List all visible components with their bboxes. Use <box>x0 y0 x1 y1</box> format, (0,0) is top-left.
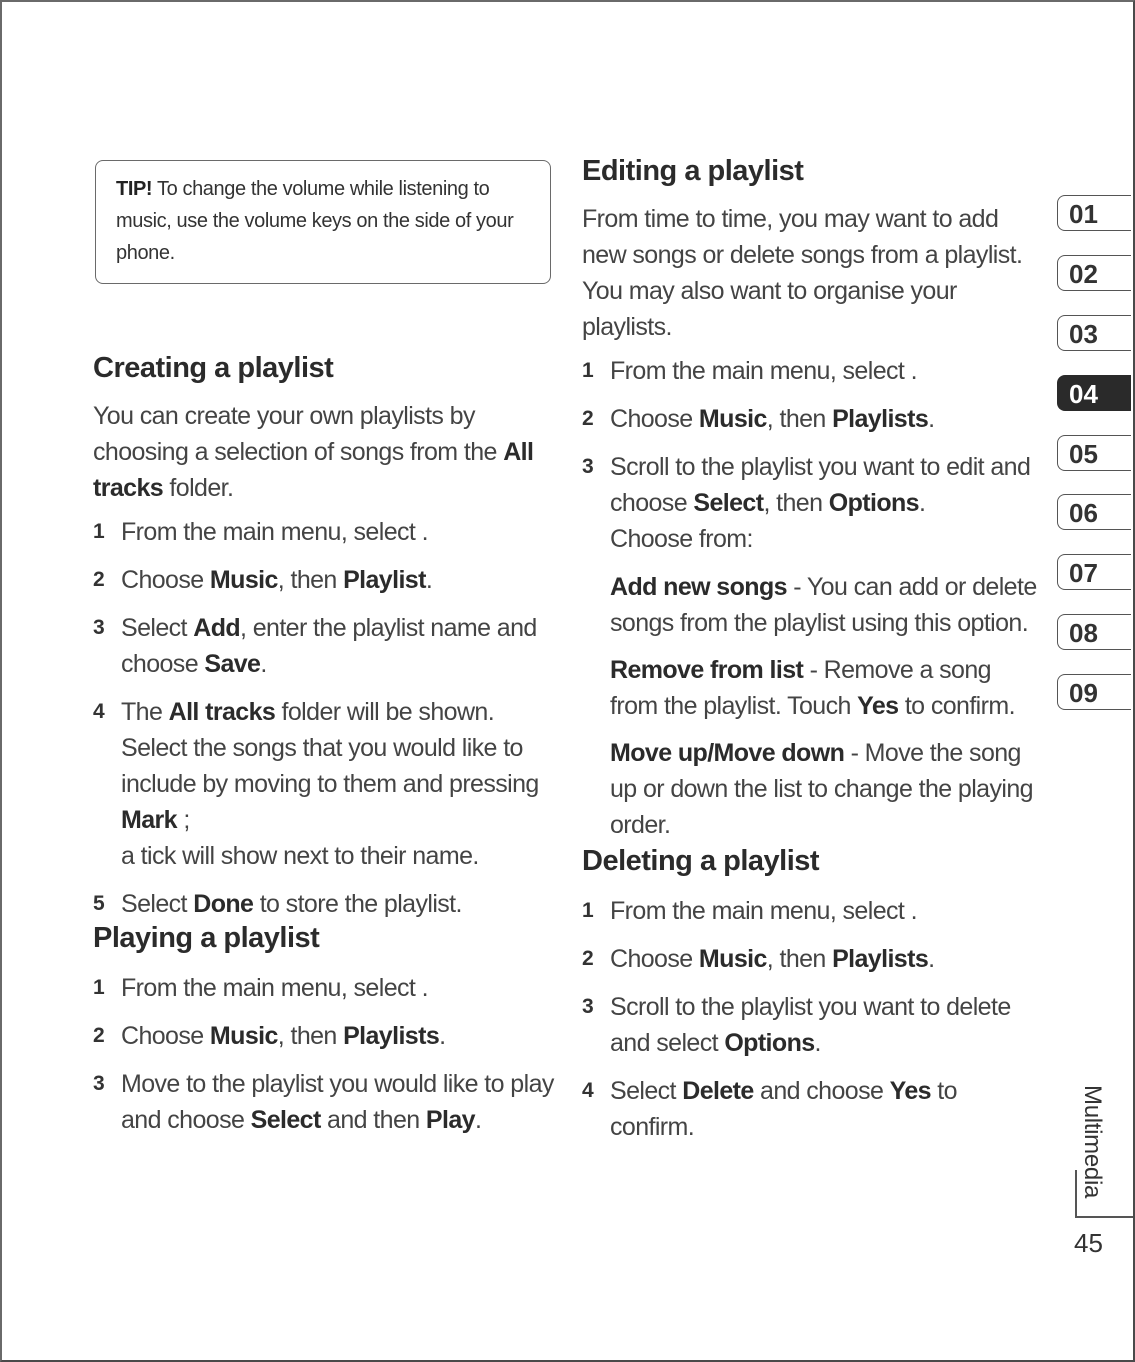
deleting-heading: Deleting a playlist <box>582 845 820 877</box>
section-playing <box>93 920 555 1150</box>
option-text: to confirm. <box>898 692 1015 720</box>
list-item <box>582 401 1037 437</box>
creating-steps <box>93 514 555 922</box>
tab-chapter-05[interactable]: 05 <box>1057 435 1131 471</box>
step-text: . <box>425 566 433 594</box>
step-text: . <box>474 1106 482 1134</box>
creating-intro <box>93 398 555 506</box>
option-bold: Yes <box>857 692 899 720</box>
list-item <box>582 893 1037 929</box>
step-number: 5 <box>93 892 105 915</box>
step-bold: Music <box>698 945 767 973</box>
option-text: - Remove a song from the playlist. Touch <box>610 656 991 720</box>
step-bold: Select <box>693 489 764 517</box>
step-text: From the main menu, select . <box>610 897 917 925</box>
step-text: and then <box>320 1106 426 1134</box>
step-text: Choose from: <box>610 525 753 553</box>
creating-heading: Creating a playlist <box>93 352 334 384</box>
step-text: , then <box>277 1022 344 1050</box>
step-text: to confirm. <box>610 1077 957 1141</box>
list-item <box>582 449 1037 843</box>
list-item <box>93 562 555 598</box>
section-deleting <box>582 843 1037 1157</box>
creating-intro-text-c: folder. <box>163 474 234 502</box>
step-bold: Mark <box>121 806 177 834</box>
list-item <box>582 989 1037 1061</box>
step-number: 3 <box>582 995 594 1018</box>
list-item <box>93 694 555 874</box>
step-bold: Done <box>193 890 254 918</box>
step-text: ; <box>176 806 190 834</box>
step-text: , then <box>766 945 833 973</box>
step-number: 4 <box>582 1079 594 1102</box>
step-text: . <box>918 489 926 517</box>
step-text: Select <box>610 1077 683 1105</box>
deleting-steps <box>582 893 1037 1145</box>
step-number: 3 <box>93 1072 105 1095</box>
option-label: Remove from list <box>610 656 804 684</box>
list-item <box>93 1018 555 1054</box>
step-number: 2 <box>93 1024 105 1047</box>
step-text: folder will be shown. Select the songs that you would like to include by moving to them and pressing <box>121 698 539 798</box>
step-text: Choose <box>610 945 699 973</box>
step-text: and choose <box>753 1077 890 1105</box>
step-text: . <box>439 1022 446 1050</box>
step-text: Scroll to the playlist you want to delete and select <box>610 993 1011 1057</box>
step-text: Scroll to the playlist you want to edit and choose <box>610 453 1031 517</box>
step-bold: Save <box>204 650 261 678</box>
editing-intro-text-2: You may also want to organise your playlists. <box>582 277 957 341</box>
step-text: , then <box>277 566 344 594</box>
step-bold: Playlists <box>832 405 929 433</box>
step-text: , then <box>763 489 829 517</box>
step-number: 1 <box>582 359 594 382</box>
list-item <box>93 514 555 550</box>
option-add-new-songs <box>610 569 1037 641</box>
step-bold: Music <box>209 566 278 594</box>
tip-box <box>95 160 551 284</box>
step-text: The <box>121 698 169 726</box>
step-number: 1 <box>93 520 105 543</box>
step-text: . <box>928 405 935 433</box>
step-bold: Music <box>698 405 767 433</box>
step-bold: Playlists <box>343 1022 440 1050</box>
tab-chapter-02[interactable]: 02 <box>1057 255 1131 291</box>
step-bold: Options <box>828 489 919 517</box>
section-editing <box>582 153 1037 855</box>
step-number: 2 <box>582 407 594 430</box>
tip-label: TIP! <box>116 178 153 200</box>
section-label: Multimedia <box>1079 1085 1106 1199</box>
step-number: 3 <box>93 616 105 639</box>
step-text: a tick will show next to their name. <box>121 842 479 870</box>
option-move-up-down <box>610 735 1037 843</box>
playing-heading: Playing a playlist <box>93 922 320 954</box>
option-text: - You can add or delete songs from the playlist using this option. <box>610 573 1037 637</box>
step-number: 2 <box>582 947 594 970</box>
step-text: Select <box>121 614 194 642</box>
tip-text: To change the volume while listening to music, use the volume keys on the side of your phone. <box>116 178 514 264</box>
option-label: Move up/Move down <box>610 739 845 767</box>
tab-chapter-06[interactable]: 06 <box>1057 494 1131 530</box>
step-text: From the main menu, select . <box>121 974 428 1002</box>
option-label: Add new songs <box>610 573 787 601</box>
step-text: From the main menu, select . <box>610 357 917 385</box>
editing-intro <box>582 201 1037 345</box>
step-text: . <box>260 650 267 678</box>
step-text: From the main menu, select . <box>121 518 428 546</box>
editing-intro-text: From time to time, you may want to add new songs or delete songs from a playlist. <box>582 205 1023 269</box>
tab-chapter-04[interactable]: 04 <box>1057 375 1131 411</box>
creating-intro-text-a: You can create your own playlists by choosing a selection of songs from the <box>93 402 504 466</box>
page-number: 45 <box>1074 1228 1103 1258</box>
tab-chapter-03[interactable]: 03 <box>1057 315 1131 351</box>
tab-chapter-08[interactable]: 08 <box>1057 614 1131 650</box>
tab-chapter-01[interactable]: 01 <box>1057 195 1131 231</box>
step-text: Move to the playlist you would like to play and choose <box>121 1070 554 1134</box>
step-text: , then <box>766 405 833 433</box>
step-text: Select <box>121 890 194 918</box>
section-divider <box>1075 1216 1133 1218</box>
step-number: 3 <box>582 455 594 478</box>
list-item <box>93 970 555 1006</box>
section-creating <box>93 350 555 934</box>
step-text: , enter the playlist name and choose <box>121 614 537 678</box>
list-item <box>582 941 1037 977</box>
step-bold: Playlist <box>343 566 426 594</box>
tab-chapter-09[interactable]: 09 <box>1057 674 1131 710</box>
step-bold: Yes <box>889 1077 931 1105</box>
step-bold: All tracks <box>168 698 276 726</box>
option-remove-from-list <box>610 652 1037 724</box>
editing-heading: Editing a playlist <box>582 155 804 187</box>
tab-chapter-07[interactable]: 07 <box>1057 554 1131 590</box>
step-bold: Delete <box>682 1077 754 1105</box>
creating-intro-bold: All tracks <box>93 438 534 502</box>
step-text: Choose <box>610 405 699 433</box>
step-text: . <box>814 1029 821 1057</box>
list-item <box>582 353 1037 389</box>
step-bold: Music <box>209 1022 278 1050</box>
step-number: 1 <box>582 899 594 922</box>
step-number: 1 <box>93 976 105 999</box>
section-divider-vertical <box>1075 1170 1077 1216</box>
list-item <box>93 610 555 682</box>
step-number: 2 <box>93 568 105 591</box>
step-number: 4 <box>93 700 105 723</box>
step-bold: Playlists <box>832 945 929 973</box>
step-bold: Play <box>425 1106 475 1134</box>
step-bold: Add <box>193 614 241 642</box>
step-text: to store the playlist. <box>253 890 462 918</box>
step-text: Choose <box>121 566 210 594</box>
step-text: . <box>928 945 935 973</box>
playing-steps <box>93 970 555 1138</box>
list-item <box>582 1073 1037 1145</box>
step-bold: Options <box>724 1029 815 1057</box>
editing-steps <box>582 353 1037 843</box>
step-bold: Select <box>250 1106 321 1134</box>
step-text: Choose <box>121 1022 210 1050</box>
list-item <box>93 886 555 922</box>
list-item <box>93 1066 555 1138</box>
option-text: - Move the song up or down the list to change the playing order. <box>610 739 1033 839</box>
